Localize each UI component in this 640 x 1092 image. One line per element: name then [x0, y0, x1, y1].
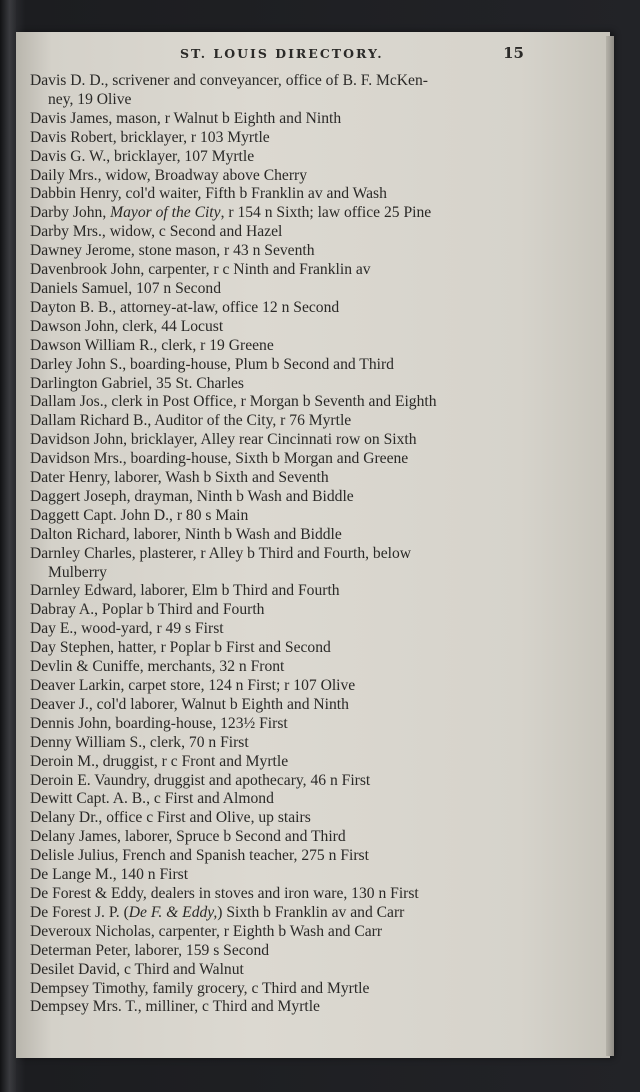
directory-entry: [30, 639, 596, 658]
entry-text: Dempsey Mrs. T., milliner, c Third and Myrtle: [30, 998, 320, 1016]
directory-entry: [30, 677, 596, 696]
entry-text: Darby Mrs., widow, c Second and Hazel: [30, 223, 283, 241]
entry-text: Delany James, laborer, Spruce b Second and Third: [30, 828, 346, 846]
directory-entry: [30, 866, 596, 885]
directory-entry: [30, 772, 596, 791]
directory-entry: [30, 393, 596, 412]
directory-entry: [30, 923, 596, 942]
directory-entry: [30, 223, 596, 242]
directory-entry: [30, 828, 596, 847]
entry-text: Dawney Jerome, stone mason, r 43 n Seventh: [30, 242, 315, 260]
entry-text: Dawson William R., clerk, r 19 Greene: [30, 336, 274, 354]
directory-entry: [30, 507, 596, 526]
page-header: [16, 44, 610, 66]
entry-text: , r 154 n Sixth; law office 25 Pine: [220, 204, 432, 222]
entry-text: Day E., wood-yard, r 49 s First: [30, 620, 224, 638]
directory-entry: [30, 734, 596, 753]
entry-text: Deveroux Nicholas, carpenter, r Eighth b Wash and Carr: [30, 922, 383, 940]
entry-text: De Lange M., 140 n First: [30, 866, 189, 884]
entry-text: Devlin & Cuniffe, merchants, 32 n Front: [30, 658, 285, 676]
directory-entry: [30, 961, 596, 980]
entry-continuation: Mulberry: [48, 563, 107, 581]
directory-entry: [30, 318, 596, 337]
directory-entry: [30, 942, 596, 961]
directory-entry: [30, 242, 596, 261]
entry-text: Davenbrook John, carpenter, r c Ninth and Franklin av: [30, 261, 371, 279]
directory-entry: [30, 998, 596, 1017]
entry-text: Davis D. D., scrivener and conveyancer, office of B. F. McKen-: [30, 72, 428, 89]
directory-entry: [30, 185, 596, 204]
directory-entry: [30, 809, 596, 828]
entry-text: Determan Peter, laborer, 159 s Second: [30, 941, 270, 959]
entry-text: Dabbin Henry, col'd waiter, Fifth b Franklin av and Wash: [30, 185, 387, 203]
book-spine: [0, 0, 16, 1092]
running-title: ST. LOUIS DIRECTORY.: [180, 46, 384, 61]
directory-entry: [30, 620, 596, 639]
entry-text: Daniels Samuel, 107 n Second: [30, 279, 221, 297]
entry-text: Dewitt Capt. A. B., c First and Almond: [30, 790, 274, 808]
entry-text: Darby John,: [30, 204, 111, 222]
directory-entry: [30, 526, 596, 545]
directory-entry: [30, 110, 596, 129]
entry-text: Deroin E. Vaundry, druggist and apothecary, 46 n First: [30, 771, 371, 789]
directory-entry: [30, 412, 596, 431]
directory-entry: [30, 356, 596, 375]
entry-text: Deaver J., col'd laborer, Walnut b Eighth and Ninth: [30, 695, 349, 713]
entry-italic-text: Mayor of the City: [110, 204, 221, 222]
directory-entry: [30, 488, 596, 507]
directory-entry: [30, 469, 596, 488]
entry-text: Daggett Capt. John D., r 80 s Main: [30, 506, 249, 524]
entry-text: Davidson Mrs., boarding-house, Sixth b Morgan and Greene: [30, 450, 409, 468]
entry-text: Darnley Edward, laborer, Elm b Third and Fourth: [30, 582, 340, 600]
directory-entry: [30, 204, 596, 223]
entry-text: Deroin M., druggist, r c Front and Myrtle: [30, 752, 289, 770]
directory-entry: [30, 72, 596, 110]
entry-continuation: ney, 19 Olive: [48, 90, 132, 108]
directory-entry: [30, 715, 596, 734]
directory-entry: [30, 280, 596, 299]
entry-text: Delisle Julius, French and Spanish teacher, 275 n First: [30, 847, 369, 865]
entry-text: Denny William S., clerk, 70 n First: [30, 733, 249, 751]
directory-entry: [30, 582, 596, 601]
entry-text: Dempsey Timothy, family grocery, c Third and Myrtle: [30, 979, 370, 997]
entry-text: Dalton Richard, laborer, Ninth b Wash and Biddle: [30, 525, 342, 543]
directory-entry: [30, 753, 596, 772]
directory-entry: [30, 545, 596, 583]
page-edge: [606, 36, 614, 1056]
entry-text: Davis James, mason, r Walnut b Eighth and Ninth: [30, 109, 342, 127]
entry-text: Dabray A., Poplar b Third and Fourth: [30, 601, 265, 619]
directory-entry: [30, 847, 596, 866]
entry-text: Delany Dr., office c First and Olive, up stairs: [30, 809, 311, 827]
directory-entry: [30, 904, 596, 923]
entry-text: Darnley Charles, plasterer, r Alley b Third and Fourth, below: [30, 544, 412, 562]
directory-entry: [30, 790, 596, 809]
directory-entry: [30, 658, 596, 677]
entry-text: Deaver Larkin, carpet store, 124 n First; r 107 Olive: [30, 677, 356, 694]
entry-text: Dennis John, boarding-house, 123½ First: [30, 714, 288, 732]
entry-text: Day Stephen, hatter, r Poplar b First and Second: [30, 639, 331, 657]
entry-italic-text: De F. & Eddy,: [128, 903, 218, 921]
directory-entry: [30, 450, 596, 469]
entry-text: Dater Henry, laborer, Wash b Sixth and Seventh: [30, 469, 329, 487]
directory-entry: [30, 337, 596, 356]
entry-text: De Forest J. P. (: [30, 903, 129, 921]
directory-entry: [30, 375, 596, 394]
entry-text: Dallam Richard B., Auditor of the City, r 76 Myrtle: [30, 412, 352, 430]
directory-entry: [30, 299, 596, 318]
page-number: 15: [503, 44, 524, 62]
directory-entry: [30, 431, 596, 450]
entry-text: Davis Robert, bricklayer, r 103 Myrtle: [30, 128, 270, 146]
directory-entry: [30, 885, 596, 904]
directory-entry: [30, 129, 596, 148]
entry-text: Dawson John, clerk, 44 Locust: [30, 317, 224, 335]
directory-entry: [30, 261, 596, 280]
entry-text: ) Sixth b Franklin av and Carr: [217, 903, 405, 921]
directory-entry: [30, 601, 596, 620]
entry-text: Davis G. W., bricklayer, 107 Myrtle: [30, 147, 255, 165]
directory-entry: [30, 696, 596, 715]
entry-text: Darley John S., boarding-house, Plum b Second and Third: [30, 355, 394, 373]
entry-text: Daggert Joseph, drayman, Ninth b Wash and Biddle: [30, 487, 354, 505]
entry-text: Darlington Gabriel, 35 St. Charles: [30, 374, 244, 392]
directory-entries: [30, 72, 596, 1017]
directory-entry: [30, 148, 596, 167]
entry-text: De Forest & Eddy, dealers in stoves and iron ware, 130 n First: [30, 884, 419, 902]
entry-text: Dallam Jos., clerk in Post Office, r Morgan b Seventh and Eighth: [30, 393, 437, 411]
directory-entry: [30, 980, 596, 999]
directory-entry: [30, 167, 596, 186]
entry-text: Davidson John, bricklayer, Alley rear Cincinnati row on Sixth: [30, 431, 417, 449]
entry-text: Desilet David, c Third and Walnut: [30, 960, 244, 978]
entry-text: Daily Mrs., widow, Broadway above Cherry: [30, 166, 308, 184]
entry-text: Dayton B. B., attorney-at-law, office 12 n Second: [30, 298, 340, 316]
